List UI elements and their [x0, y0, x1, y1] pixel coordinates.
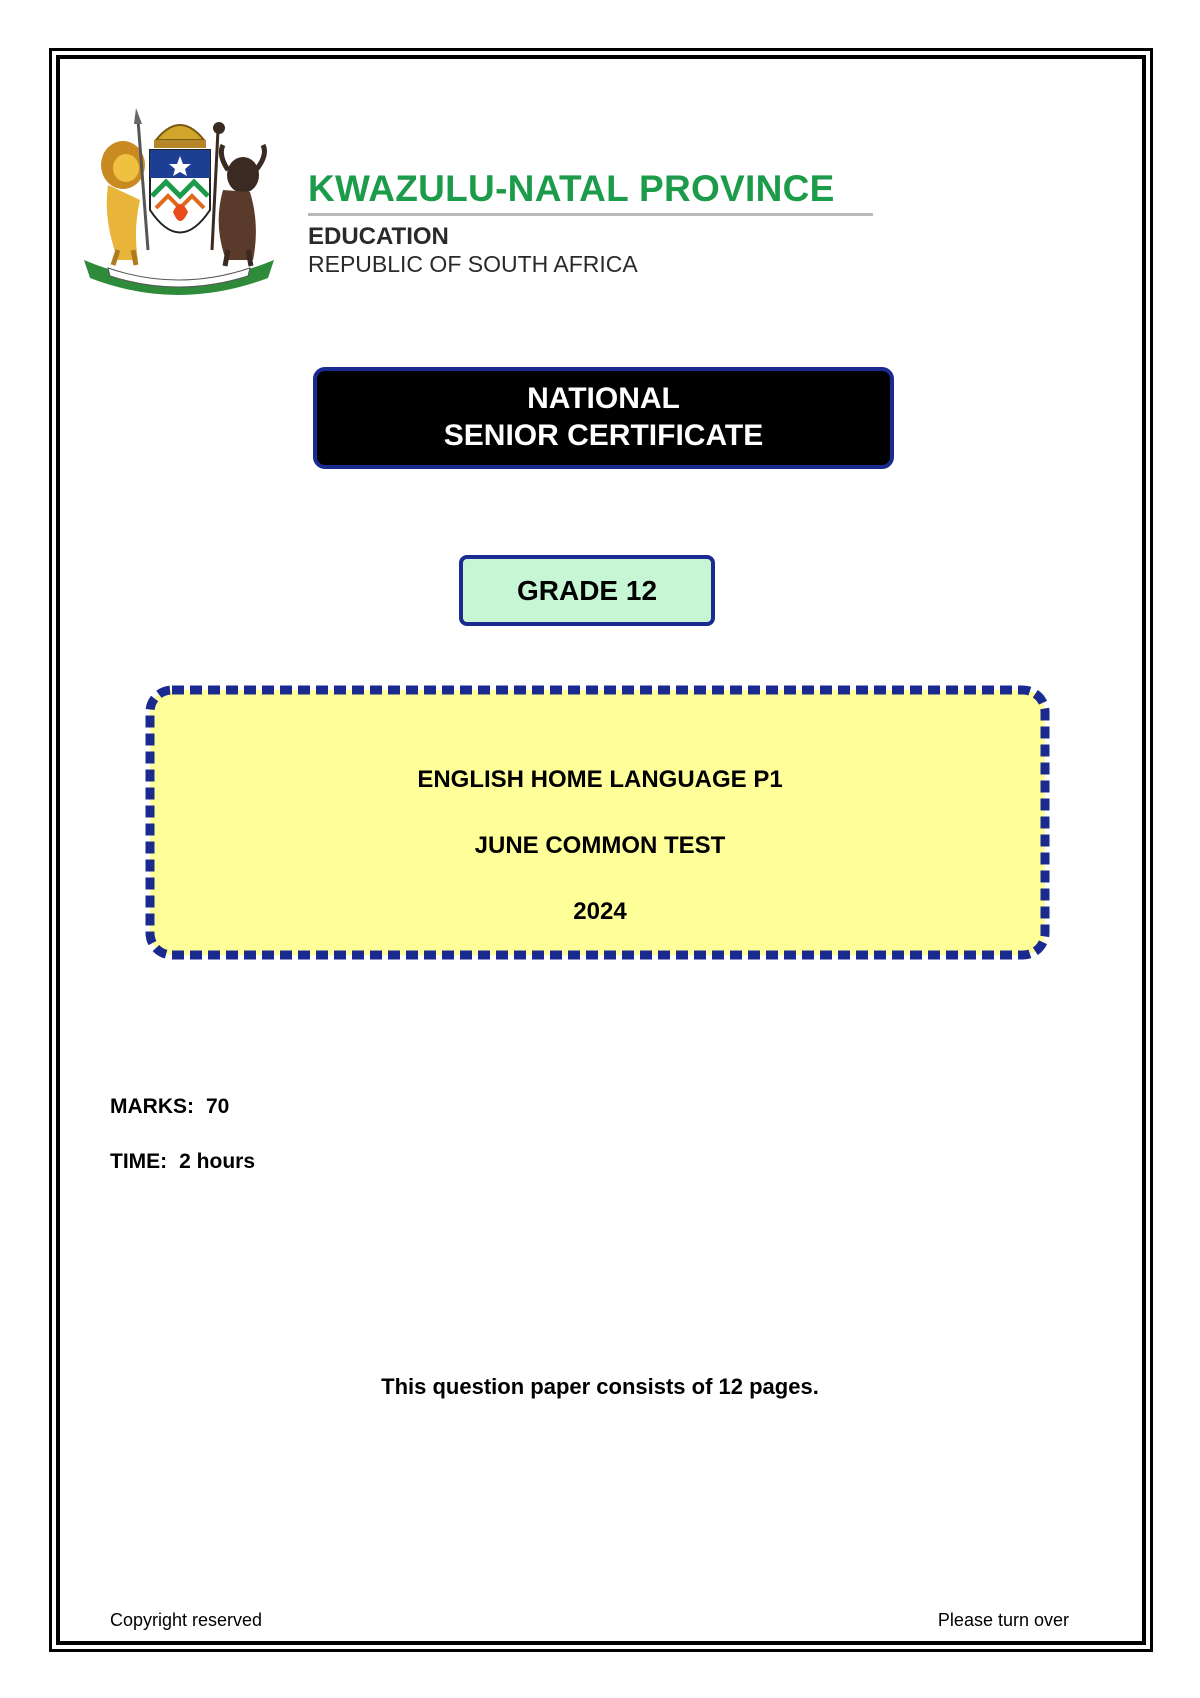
- heading-divider: [308, 213, 873, 216]
- time-label: TIME:: [110, 1150, 168, 1173]
- turn-over-notice: Please turn over: [937, 1610, 1069, 1630]
- province-name: KWAZULU-NATAL PROVINCE: [308, 168, 835, 209]
- certificate-banner: [313, 367, 894, 469]
- marks-label: MARKS:: [110, 1095, 194, 1118]
- country-name: REPUBLIC OF SOUTH AFRICA: [308, 251, 638, 277]
- subject-title: ENGLISH HOME LANGUAGE P1: [417, 766, 783, 793]
- issuer-heading: [308, 170, 873, 276]
- copyright-notice: Copyright reserved: [110, 1610, 263, 1630]
- certificate-line-1: NATIONAL: [527, 382, 680, 416]
- time-line: [110, 1150, 255, 1174]
- department-name: EDUCATION: [308, 223, 449, 250]
- subject-info: [150, 760, 1050, 958]
- marks-value: 70: [206, 1095, 230, 1118]
- test-name: JUNE COMMON TEST: [474, 832, 726, 859]
- grade-badge: GRADE 12: [459, 555, 715, 626]
- marks-line: [110, 1095, 229, 1119]
- time-value: 2 hours: [179, 1150, 256, 1173]
- exam-year: 2024: [573, 898, 627, 925]
- coat-of-arms-icon: [78, 100, 283, 300]
- certificate-line-2: SENIOR CERTIFICATE: [443, 419, 764, 452]
- page-count-note: This question paper consists of 12 pages.: [381, 1374, 819, 1399]
